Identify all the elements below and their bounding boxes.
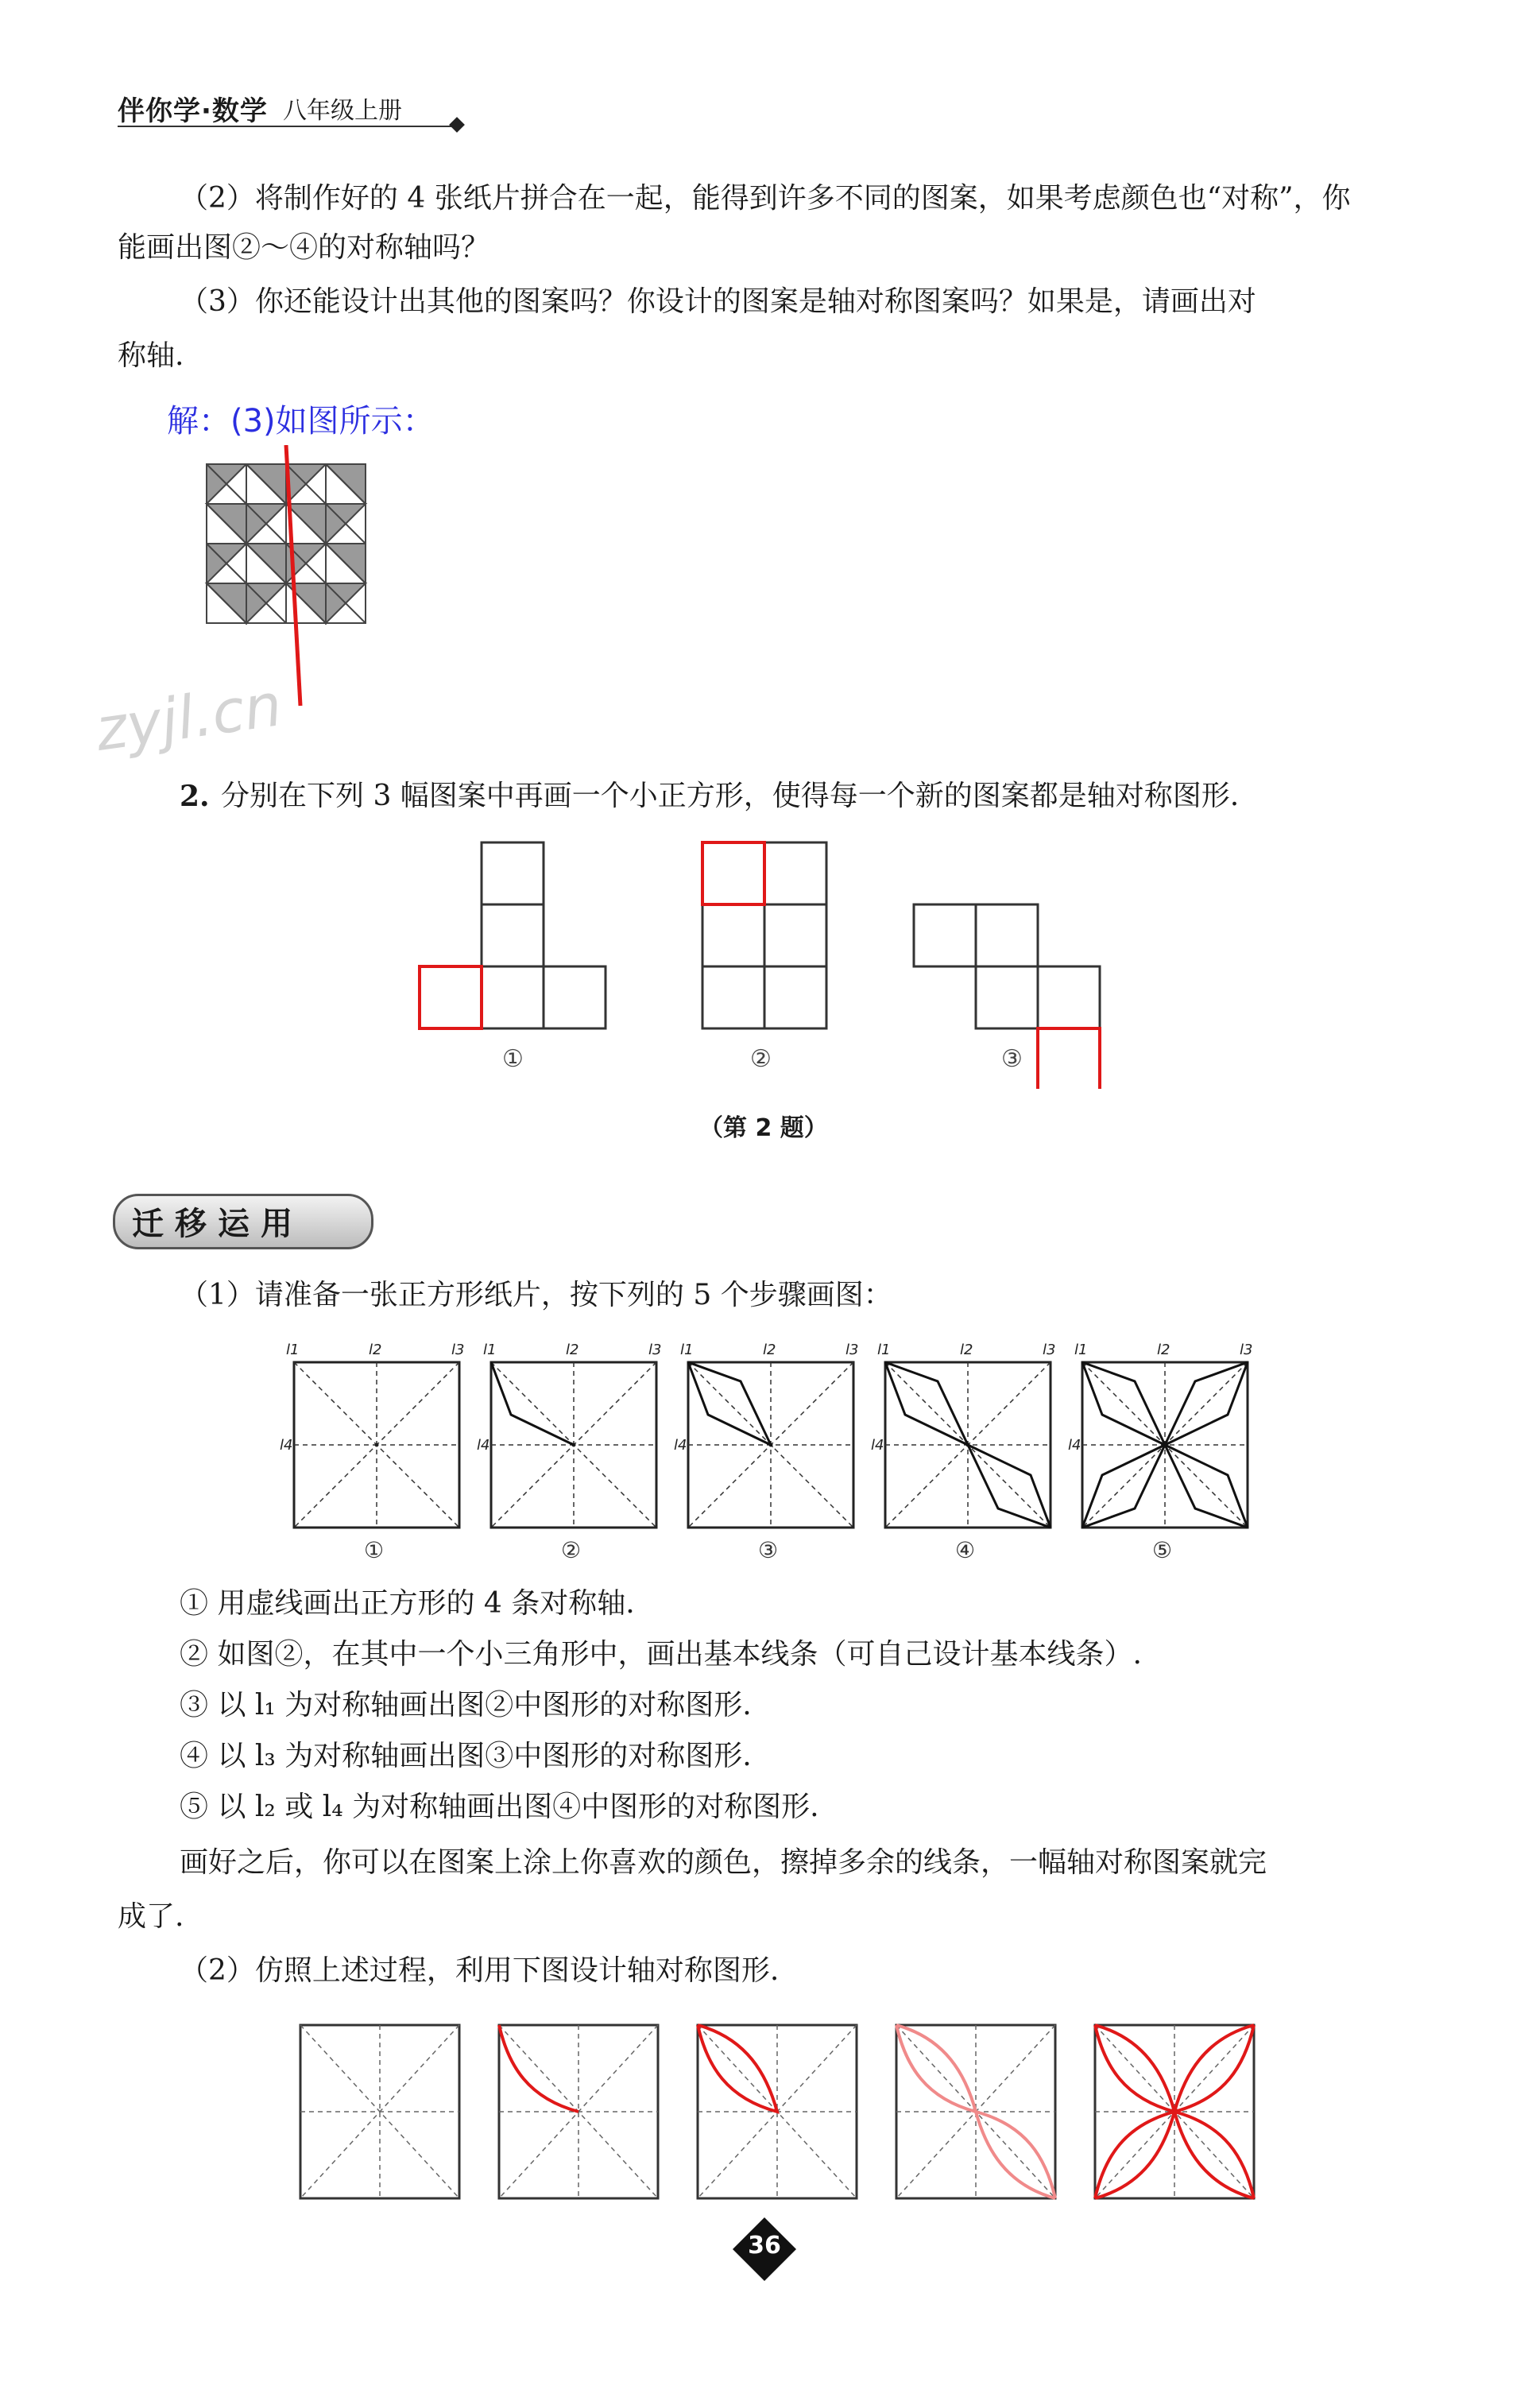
axis-label: l4 [280,1437,293,1454]
q2-text: 分别在下列 3 幅图案中再画一个小正方形，使得每一个新的图案都是轴对称图形. [221,780,1240,812]
after-line2: 成了. [118,1900,184,1933]
axis-label: l4 [1068,1437,1081,1454]
axis-label: l4 [477,1437,490,1454]
transfer-intro: （1）请准备一张正方形纸片，按下列的 5 个步骤画图： [180,1279,892,1311]
axis-label: l1 [1074,1343,1088,1358]
axis-label: l4 [674,1437,687,1454]
fig3-square [976,966,1038,1028]
curve-fig-4 [896,2025,1055,2198]
fig2-square [764,842,826,904]
axis-label: l1 [877,1343,891,1358]
fig3-square [914,904,976,966]
axis-label: l3 [845,1343,859,1358]
curve-figures [294,2019,1279,2209]
step-label-5: ⑤ [1152,1537,1173,1563]
axis-label: l3 [648,1343,662,1358]
axis-label: l2 [369,1343,382,1358]
curve-fig-3 [698,2025,857,2198]
answer-text: 解：(3)如图所示： [167,403,435,440]
answer-pattern-figure [199,445,389,707]
step-label-1: ① [364,1537,385,1563]
step-1-text: ① 用虚线画出正方形的 4 条对称轴. [180,1587,635,1620]
step-2-text: ② 如图②，在其中一个小三角形中，画出基本线条（可自己设计基本线条）. [180,1638,1142,1671]
axis-label: l1 [286,1343,300,1358]
q2-caption: （第 2 题） [699,1114,828,1142]
step-label-3: ③ [758,1537,779,1563]
transfer-part2: （2）仿照上述过程，利用下图设计轴对称图形. [180,1954,780,1987]
fig1-square [544,966,606,1028]
step-fig-3 [688,1362,853,1528]
step-4-text: ④ 以 l₃ 为对称轴画出图③中图形的对称图形. [180,1740,752,1772]
q2-number: 2. [180,780,210,813]
q2-figures [413,835,1144,1089]
curve-fig-5 [1095,2025,1254,2198]
q1-part2-line1: （2）将制作好的 4 张纸片拼合在一起，能得到许多不同的图案，如果考虑颜色也“对称”，你 [180,182,1351,215]
fig1-square [482,842,544,904]
watermark: zyjl.cn [91,671,286,765]
fig1-square [482,966,544,1028]
axis-label: l1 [680,1343,694,1358]
axis-label: l2 [960,1343,973,1358]
q2-label-2: ② [750,1045,772,1073]
step-fig-4 [885,1362,1051,1528]
fig3-square [976,904,1038,966]
step-label-2: ② [561,1537,582,1563]
fig1-square [482,904,544,966]
axis-label: l3 [1240,1343,1253,1358]
q1-part3-line1: （3）你还能设计出其他的图案吗？你设计的图案是轴对称图案吗？如果是，请画出对 [180,285,1256,318]
q2-label-1: ① [502,1045,524,1073]
axis-label: l3 [451,1343,465,1358]
header-title: 伴你学·数学 [118,95,268,127]
header-rule [118,126,453,127]
step-fig-5 [1082,1362,1248,1528]
fig2-square [702,904,764,966]
fig1-added-square [420,966,482,1028]
fig2-square [764,966,826,1028]
axis-label: l2 [763,1343,776,1358]
curve-fig-2 [499,2025,658,2198]
fig2-added-square [702,842,764,904]
header-subtitle: 八年级上册 [283,97,402,125]
step-3-text: ③ 以 l₁ 为对称轴画出图②中图形的对称图形. [180,1689,752,1721]
q1-part2-line2: 能画出图②～④的对称轴吗？ [118,231,490,264]
tile-grid [207,464,366,623]
axis-label: l2 [1157,1343,1170,1358]
axis-label: l3 [1043,1343,1056,1358]
axis-label: l2 [566,1343,579,1358]
step-figures [278,1343,1263,1566]
curve-fig-1 [300,2025,459,2198]
after-line1: 画好之后，你可以在图案上涂上你喜欢的颜色，擦掉多余的线条，一幅轴对称图案就完 [180,1846,1267,1879]
fig3-added-square [1038,1028,1100,1089]
step-fig-1 [294,1362,459,1528]
fig3-square [1038,966,1100,1028]
axis-label: l1 [483,1343,497,1358]
section-title: 迁移运用 [132,1206,304,1242]
axis-label: l4 [871,1437,884,1454]
header-diamond-icon [449,117,465,133]
q1-part3-line2: 称轴. [118,339,184,372]
q2-label-3: ③ [1001,1045,1023,1073]
step-label-4: ④ [955,1537,976,1563]
page-number: 36 [748,2232,781,2260]
fig2-square [702,966,764,1028]
step-fig-2 [491,1362,656,1528]
fig2-square [764,904,826,966]
step-5-text: ⑤ 以 l₂ 或 l₄ 为对称轴画出图④中图形的对称图形. [180,1791,819,1823]
